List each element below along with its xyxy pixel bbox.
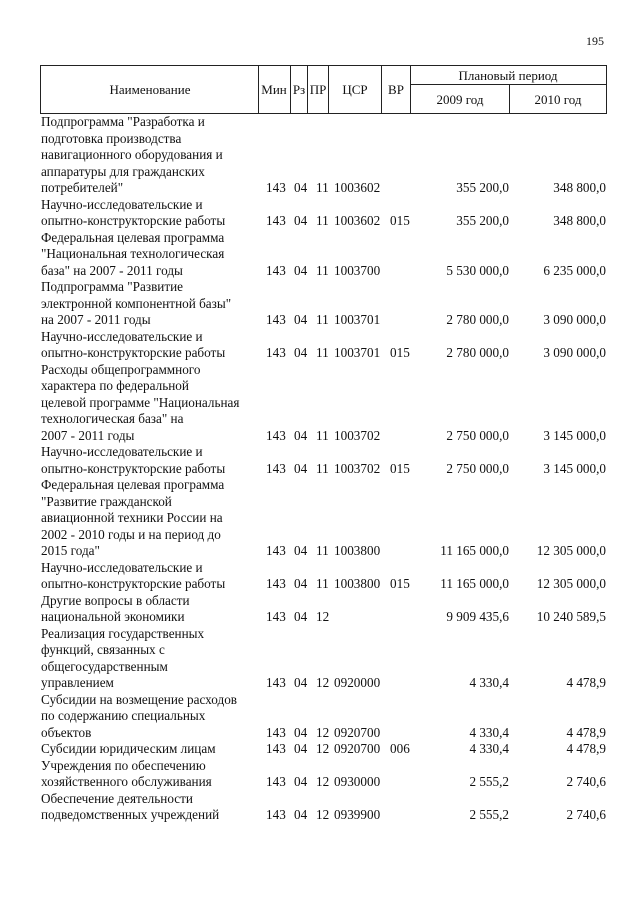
row-rz: 04 bbox=[294, 576, 308, 591]
row-name bbox=[41, 279, 263, 329]
row-amount-2010: 3 145 000,0 bbox=[543, 427, 606, 443]
table-row bbox=[0, 626, 640, 692]
row-name bbox=[41, 362, 263, 445]
row-rz: 04 bbox=[294, 609, 308, 624]
row-pr: 11 bbox=[316, 543, 329, 558]
row-name bbox=[41, 626, 263, 692]
row-amount-2010: 4 478,9 bbox=[566, 724, 606, 740]
row-name bbox=[41, 477, 263, 560]
table-row bbox=[0, 279, 640, 329]
row-name-line: "Развитие гражданской bbox=[41, 493, 172, 509]
row-pr: 12 bbox=[316, 807, 330, 822]
row-name bbox=[41, 758, 263, 791]
row-rz: 04 bbox=[294, 807, 308, 822]
table-row bbox=[0, 560, 640, 593]
row-amount-2010: 10 240 589,5 bbox=[536, 609, 606, 624]
row-amount-2010: 348 800,0 bbox=[553, 180, 606, 195]
row-name-line: объектов bbox=[41, 724, 92, 740]
col-border bbox=[290, 65, 291, 114]
row-name-line: Подпрограмма "Развитие bbox=[41, 279, 184, 294]
row-pr: 12 bbox=[316, 741, 330, 756]
row-amount-2009: 355 200,0 bbox=[456, 213, 509, 228]
row-name-line: авиационной техники России на bbox=[41, 510, 223, 525]
row-name-line: аппаратуры для гражданских bbox=[41, 163, 205, 179]
row-amount-2009: 2 750 000,0 bbox=[446, 427, 509, 443]
page-number: 195 bbox=[586, 34, 604, 48]
table-row bbox=[0, 329, 640, 362]
row-csr: 1003702 bbox=[334, 460, 381, 476]
row-amount-2010: 348 800,0 bbox=[553, 213, 606, 228]
row-amount-2009: 11 165 000,0 bbox=[440, 576, 509, 591]
row-name-line: Другие вопросы в области bbox=[41, 592, 190, 608]
header-min: Мин bbox=[261, 82, 287, 97]
table-row bbox=[0, 791, 640, 824]
header-year-2010: 2010 год bbox=[534, 92, 582, 107]
row-pr: 12 bbox=[316, 609, 330, 624]
row-name-line: Федеральная целевая программа bbox=[41, 229, 225, 245]
row-min: 143 bbox=[266, 427, 286, 443]
row-name-line: Субсидии на возмещение расходов bbox=[41, 691, 238, 707]
row-name-line: хозяйственного обслуживания bbox=[41, 774, 212, 789]
row-name-line: опытно-конструкторские работы bbox=[41, 460, 226, 476]
row-min: 143 bbox=[266, 213, 286, 228]
row-min: 143 bbox=[266, 741, 286, 756]
row-amount-2009: 2 780 000,0 bbox=[446, 312, 509, 327]
row-name-line: опытно-конструкторские работы bbox=[41, 576, 226, 591]
col-border bbox=[509, 84, 510, 114]
header-vr: ВР bbox=[388, 82, 404, 97]
row-min: 143 bbox=[266, 345, 286, 360]
row-name-line: 2002 - 2010 годы и на период до bbox=[41, 526, 221, 542]
row-name-line: Научно-исследовательские и bbox=[41, 559, 203, 575]
row-name bbox=[41, 791, 263, 824]
row-name bbox=[41, 230, 263, 280]
table-row bbox=[0, 692, 640, 742]
row-name-line: Субсидии юридическим лицам bbox=[41, 741, 216, 756]
row-rz: 04 bbox=[294, 774, 308, 789]
row-name bbox=[41, 692, 263, 742]
row-name-line: база" на 2007 - 2011 годы bbox=[41, 262, 183, 278]
row-pr: 12 bbox=[316, 774, 330, 789]
row-pr: 11 bbox=[316, 312, 329, 327]
row-min: 143 bbox=[266, 609, 286, 624]
row-pr: 12 bbox=[316, 724, 330, 740]
header-pr: ПР bbox=[309, 82, 327, 97]
row-amount-2010: 4 478,9 bbox=[566, 741, 606, 756]
row-csr: 0920700 bbox=[334, 741, 381, 756]
row-name-line: Реализация государственных bbox=[41, 625, 205, 641]
table-row bbox=[0, 593, 640, 626]
header-csr: ЦСР bbox=[342, 82, 368, 97]
row-name-line: Расходы общепрограммного bbox=[41, 361, 201, 377]
row-name-line: Подпрограмма "Разработка и bbox=[41, 114, 205, 129]
header-year-2009: 2009 год bbox=[436, 92, 484, 107]
row-min: 143 bbox=[266, 576, 286, 591]
row-name-line: национальной экономики bbox=[41, 609, 185, 624]
row-min: 143 bbox=[266, 312, 286, 327]
row-name-line: по содержанию специальных bbox=[41, 708, 206, 723]
row-vr: 015 bbox=[390, 576, 410, 591]
col-border bbox=[606, 65, 607, 114]
row-amount-2009: 2 555,2 bbox=[469, 807, 509, 822]
row-name bbox=[41, 560, 263, 593]
row-rz: 04 bbox=[294, 345, 308, 360]
row-csr: 0930000 bbox=[334, 774, 381, 789]
row-name-line: Обеспечение деятельности bbox=[41, 790, 193, 806]
row-name bbox=[41, 197, 263, 230]
row-name-line: функций, связанных с bbox=[41, 642, 165, 657]
row-amount-2009: 5 530 000,0 bbox=[446, 262, 509, 278]
row-name bbox=[41, 114, 263, 197]
row-name-line: общегосударственным bbox=[41, 658, 168, 674]
col-border bbox=[258, 65, 259, 114]
row-amount-2010: 12 305 000,0 bbox=[536, 576, 606, 591]
row-csr: 1003602 bbox=[334, 213, 381, 228]
row-amount-2009: 355 200,0 bbox=[456, 180, 509, 195]
row-pr: 11 bbox=[316, 427, 329, 443]
row-csr: 1003800 bbox=[334, 576, 381, 591]
row-csr: 1003701 bbox=[334, 345, 381, 360]
row-csr: 1003800 bbox=[334, 543, 381, 558]
row-name-line: технологическая база" на bbox=[41, 411, 184, 426]
col-border bbox=[381, 65, 382, 114]
row-pr: 11 bbox=[316, 180, 329, 195]
header-top-border bbox=[40, 65, 607, 66]
row-amount-2009: 2 780 000,0 bbox=[446, 345, 509, 360]
row-csr: 1003700 bbox=[334, 262, 381, 278]
row-name-line: Научно-исследовательские и bbox=[41, 196, 203, 212]
row-rz: 04 bbox=[294, 724, 308, 740]
row-min: 143 bbox=[266, 724, 286, 740]
row-name bbox=[41, 329, 263, 362]
row-rz: 04 bbox=[294, 427, 308, 443]
row-vr: 006 bbox=[390, 741, 410, 756]
row-name-line: целевой программе "Национальная bbox=[41, 394, 240, 410]
row-name bbox=[41, 593, 263, 626]
row-name bbox=[41, 444, 263, 477]
row-amount-2010: 6 235 000,0 bbox=[543, 262, 606, 278]
row-name-line: потребителей" bbox=[41, 180, 124, 195]
row-min: 143 bbox=[266, 774, 286, 789]
row-name-line: опытно-конструкторские работы bbox=[41, 345, 226, 360]
row-amount-2010: 2 740,6 bbox=[566, 807, 606, 822]
table-row bbox=[0, 197, 640, 230]
row-vr: 015 bbox=[390, 213, 410, 228]
col-border bbox=[307, 65, 308, 114]
row-amount-2009: 2 750 000,0 bbox=[446, 460, 509, 476]
row-name-line: подведомственных учреждений bbox=[41, 807, 220, 822]
table-row bbox=[0, 741, 640, 758]
table-row bbox=[0, 230, 640, 280]
table-row bbox=[0, 444, 640, 477]
row-vr: 015 bbox=[390, 460, 410, 476]
row-csr: 1003702 bbox=[334, 427, 381, 443]
row-rz: 04 bbox=[294, 312, 308, 327]
header-rz: Рз bbox=[292, 82, 306, 97]
row-name-line: Научно-исследовательские и bbox=[41, 444, 203, 459]
col-border bbox=[40, 65, 41, 114]
header-name: Наименование bbox=[109, 82, 191, 97]
row-name-line: 2007 - 2011 годы bbox=[41, 427, 135, 443]
row-rz: 04 bbox=[294, 675, 308, 690]
row-name-line: опытно-конструкторские работы bbox=[41, 213, 226, 228]
table-row bbox=[0, 362, 640, 445]
row-amount-2010: 2 740,6 bbox=[566, 774, 606, 789]
table-row bbox=[0, 477, 640, 560]
row-name-line: Федеральная целевая программа bbox=[41, 477, 225, 492]
row-csr: 0939900 bbox=[334, 807, 381, 822]
row-amount-2010: 4 478,9 bbox=[566, 675, 606, 690]
row-name-line: характера по федеральной bbox=[41, 378, 189, 393]
row-name-line: на 2007 - 2011 годы bbox=[41, 312, 151, 327]
row-name-line: навигационного оборудования и bbox=[41, 147, 223, 162]
row-name-line: 2015 года" bbox=[41, 543, 100, 558]
row-min: 143 bbox=[266, 675, 286, 690]
row-amount-2009: 4 330,4 bbox=[469, 741, 509, 756]
row-csr: 1003602 bbox=[334, 180, 381, 195]
row-name bbox=[41, 741, 263, 758]
row-min: 143 bbox=[266, 807, 286, 822]
row-min: 143 bbox=[266, 180, 286, 195]
row-name-line: Учреждения по обеспечению bbox=[41, 757, 206, 773]
row-amount-2010: 3 145 000,0 bbox=[543, 460, 606, 476]
row-amount-2010: 3 090 000,0 bbox=[543, 345, 606, 360]
row-min: 143 bbox=[266, 460, 286, 476]
row-pr: 11 bbox=[316, 262, 329, 278]
row-csr: 0920700 bbox=[334, 724, 381, 740]
row-name-line: управлением bbox=[41, 675, 114, 690]
row-name-line: "Национальная технологическая bbox=[41, 246, 225, 261]
row-amount-2010: 12 305 000,0 bbox=[536, 543, 606, 558]
col-border bbox=[328, 65, 329, 114]
row-csr: 1003701 bbox=[334, 312, 381, 327]
row-rz: 04 bbox=[294, 543, 308, 558]
row-min: 143 bbox=[266, 262, 286, 278]
table-row bbox=[0, 758, 640, 791]
table-row bbox=[0, 114, 640, 197]
row-pr: 11 bbox=[316, 345, 329, 360]
row-amount-2010: 3 090 000,0 bbox=[543, 312, 606, 327]
row-name-line: подготовка производства bbox=[41, 130, 182, 146]
col-border bbox=[410, 65, 411, 114]
row-rz: 04 bbox=[294, 262, 308, 278]
row-min: 143 bbox=[266, 543, 286, 558]
row-rz: 04 bbox=[294, 180, 308, 195]
row-name-line: Научно-исследовательские и bbox=[41, 328, 203, 344]
row-name-line: электронной компонентной базы" bbox=[41, 295, 232, 311]
row-rz: 04 bbox=[294, 460, 308, 476]
row-vr: 015 bbox=[390, 345, 410, 360]
row-amount-2009: 11 165 000,0 bbox=[440, 543, 509, 558]
row-amount-2009: 4 330,4 bbox=[469, 675, 509, 690]
row-pr: 11 bbox=[316, 576, 329, 591]
row-csr: 0920000 bbox=[334, 675, 381, 690]
row-pr: 12 bbox=[316, 675, 330, 690]
header-plan-period: Плановый период bbox=[458, 68, 558, 83]
row-rz: 04 bbox=[294, 741, 308, 756]
row-rz: 04 bbox=[294, 213, 308, 228]
row-amount-2009: 4 330,4 bbox=[469, 724, 509, 740]
row-pr: 11 bbox=[316, 213, 329, 228]
row-pr: 11 bbox=[316, 460, 329, 476]
row-amount-2009: 9 909 435,6 bbox=[446, 609, 509, 624]
row-amount-2009: 2 555,2 bbox=[469, 774, 509, 789]
